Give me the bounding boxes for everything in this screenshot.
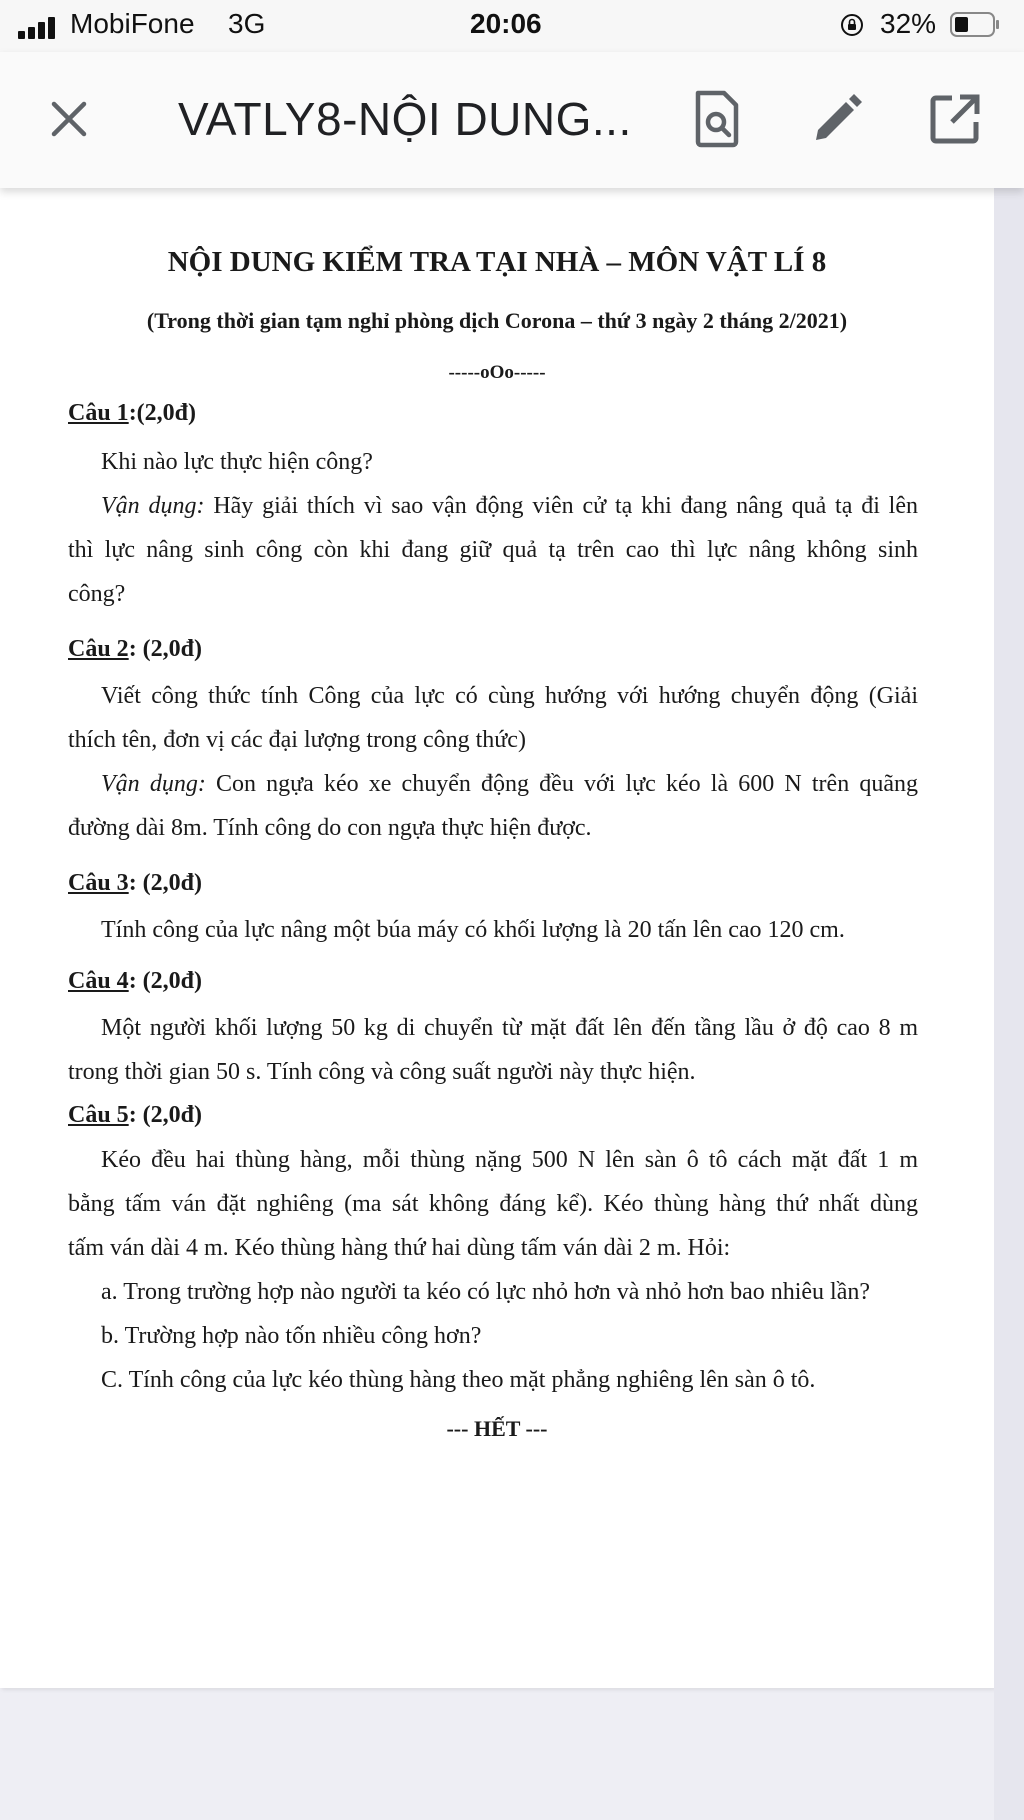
question-4-line-1: Một người khối lượng 50 kg di chuyển từ mặt đất lên đến tầng lầu ở độ cao 8 m	[101, 1015, 918, 1041]
question-1-apply-line-3: công?	[68, 581, 126, 607]
battery-percent: 32%	[880, 8, 937, 39]
page-gutter	[994, 188, 1024, 1820]
question-2-heading	[68, 636, 202, 663]
close-icon[interactable]	[44, 94, 94, 144]
question-5-part-b: b. Trường hợp nào tốn nhiều công hơn?	[101, 1323, 482, 1349]
signal-icon	[18, 17, 58, 39]
clock: 20:06	[470, 8, 542, 39]
question-2-apply-line-1: Vận dụng: Con ngựa kéo xe chuyển động đều với lực kéo là 600 N trên quãng	[101, 771, 919, 797]
question-2-line-1: Viết công thức tính Công của lực có cùng hướng với hướng chuyển động (Giải	[101, 683, 918, 709]
question-2-label: Câu 2	[68, 636, 129, 662]
document-title: VATLY8-NỘI DUNG...	[178, 93, 632, 145]
network-type: 3G	[228, 8, 266, 39]
question-1-apply-line-2: thì lực nâng sinh công còn khi đang giữ quả tạ trên cao thì lực nâng không sinh	[68, 537, 918, 563]
question-5-line-1: Kéo đều hai thùng hàng, mỗi thùng nặng 500 N lên sàn ô tô cách mặt đất 1 m	[101, 1147, 918, 1173]
question-3-label: Câu 3	[68, 870, 129, 896]
question-1-apply-line-1: Vận dụng: Hãy giải thích vì sao vận động viên cử tạ khi đang nâng quả tạ đi lên	[101, 493, 919, 519]
app-toolbar	[0, 52, 1024, 188]
page-subtitle: (Trong thời gian tạm nghỉ phòng dịch Corona – thứ 3 ngày 2 tháng 2/2021)	[146, 308, 848, 333]
question-5-part-c: C. Tính công của lực kéo thùng hàng theo mặt phẳng nghiêng lên sàn ô tô.	[101, 1367, 816, 1393]
rotation-lock-icon	[840, 13, 864, 37]
question-4-points: : (2,0đ)	[128, 968, 203, 994]
apply-label: Vận dụng:	[101, 493, 205, 519]
question-1-points: :(2,0đ)	[128, 400, 197, 426]
question-5-label: Câu 5	[68, 1102, 129, 1128]
status-bar	[0, 0, 1024, 52]
question-2-line-2: thích tên, đơn vị các đại lượng trong công thức)	[68, 727, 526, 753]
end-marker: --- HẾT ---	[446, 1416, 548, 1441]
question-2-points: : (2,0đ)	[128, 636, 203, 662]
carrier-name: MobiFone	[70, 8, 195, 39]
apply-label: Vận dụng:	[101, 771, 206, 797]
question-3-heading	[68, 870, 202, 897]
question-1-text: Khi nào lực thực hiện công?	[101, 449, 373, 475]
question-3-text: Tính công của lực nâng một búa máy có khối lượng là 20 tấn lên cao 120 cm.	[101, 917, 845, 943]
question-5-points: : (2,0đ)	[128, 1102, 203, 1128]
question-4-heading	[68, 968, 202, 995]
find-in-document-icon[interactable]	[692, 90, 742, 148]
question-4-label: Câu 4	[68, 968, 129, 994]
open-external-icon[interactable]	[928, 92, 982, 146]
question-1-heading	[68, 400, 196, 427]
page-title: NỘI DUNG KIỂM TRA TẠI NHÀ – MÔN VẬT LÍ 8	[167, 246, 827, 278]
question-1-label: Câu 1	[68, 400, 129, 426]
question-5-line-2: bằng tấm ván đặt nghiêng (ma sát không đáng kể). Kéo thùng hàng thứ nhất dùng	[68, 1191, 918, 1217]
question-2-apply-line-2: đường dài 8m. Tính công do con ngựa thực hiện được.	[68, 815, 592, 841]
document-page	[0, 188, 994, 1688]
question-5-part-a: a. Trong trường hợp nào người ta kéo có lực nhỏ hơn và nhỏ hơn bao nhiêu lần?	[101, 1279, 871, 1305]
divider-text: -----oOo-----	[448, 362, 546, 383]
question-5-heading	[68, 1102, 202, 1129]
question-4-line-2: trong thời gian 50 s. Tính công và công suất người này thực hiện.	[68, 1059, 696, 1085]
question-5-line-3: tấm ván dài 4 m. Kéo thùng hàng thứ hai dùng tấm ván dài 2 m. Hỏi:	[68, 1235, 731, 1261]
question-3-points: : (2,0đ)	[128, 870, 203, 896]
edit-pencil-icon[interactable]	[810, 92, 864, 146]
battery-icon	[950, 12, 1000, 37]
